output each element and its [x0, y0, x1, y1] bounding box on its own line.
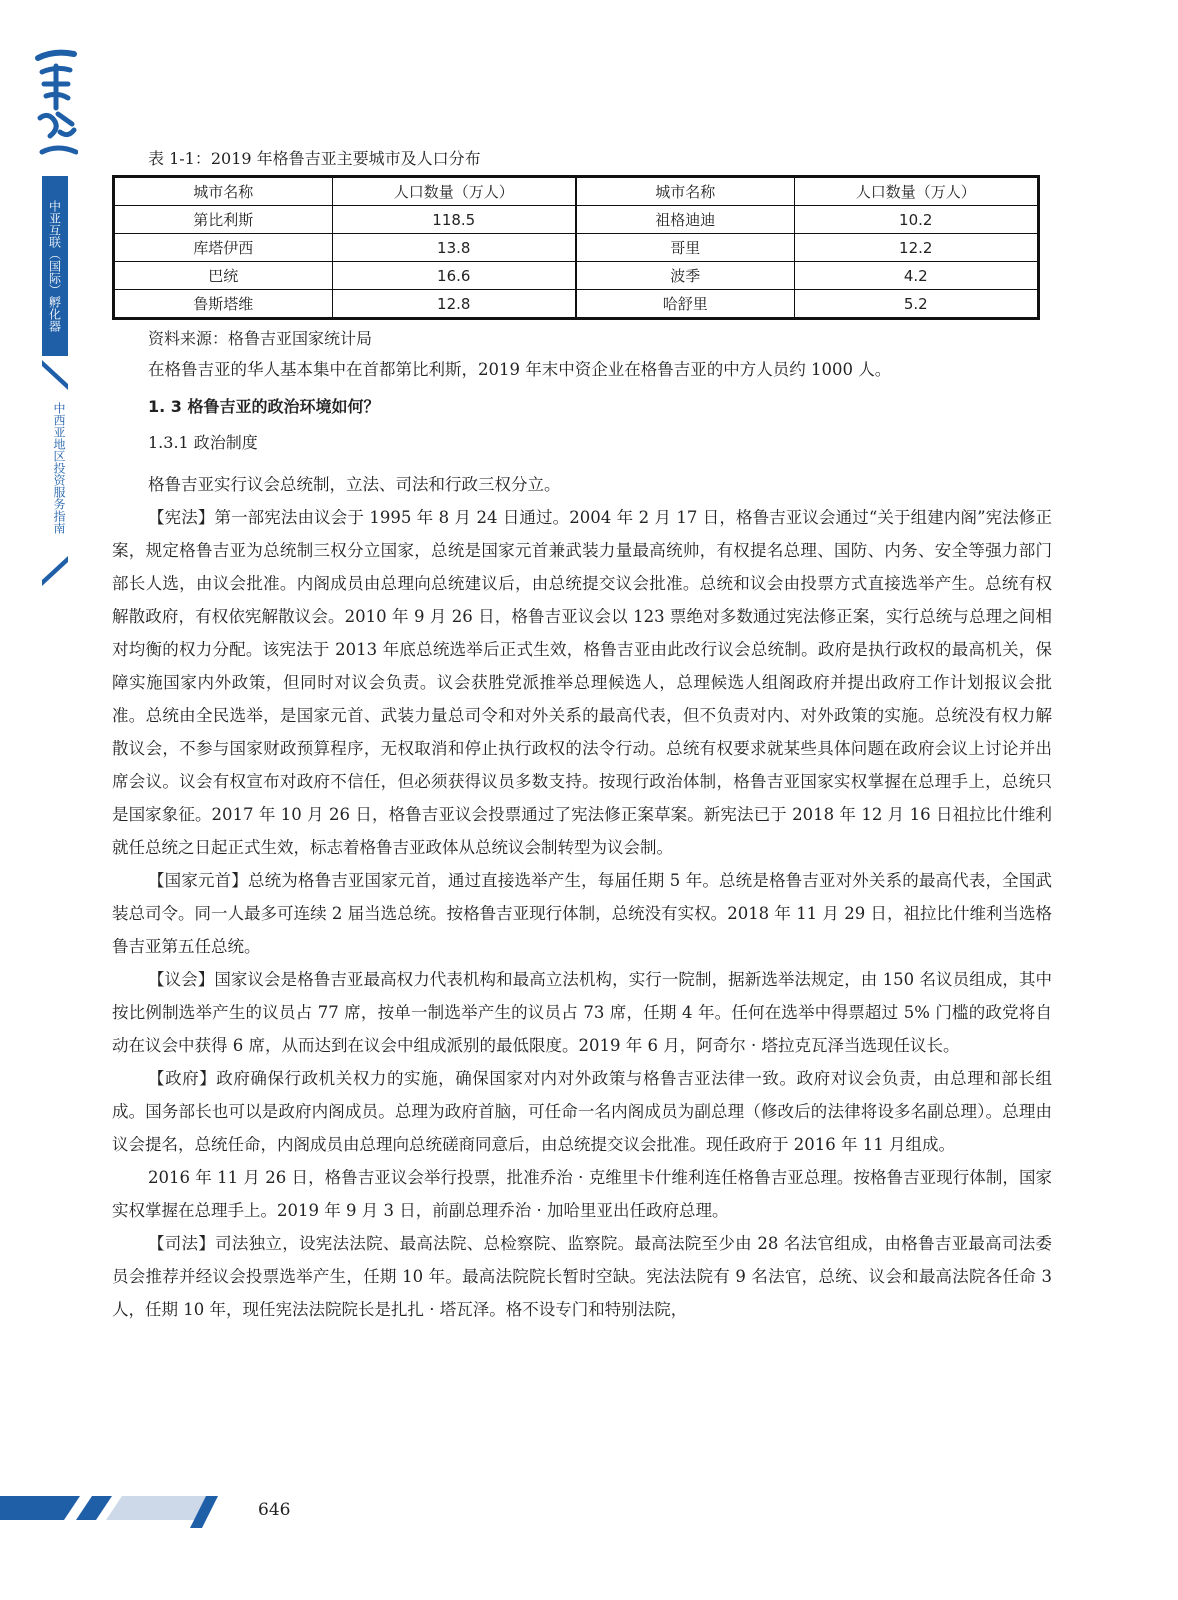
paragraph-judiciary	[112, 1227, 1052, 1326]
table-source: 资料来源：格鲁吉亚国家统计局	[148, 329, 373, 348]
table-cell: 13.8	[332, 234, 576, 262]
paragraph-tag: 【议会】	[148, 970, 215, 989]
section-heading: 1. 3 格鲁吉亚的政治环境如何？	[148, 397, 380, 416]
footer-stripe-decoration	[0, 1488, 230, 1528]
paragraph-text: 司法独立，设宪法法院、最高法院、总检察院、监察院。最高法院至少由 28 名法官组成，由格鲁吉亚最高司法委员会推荐并经议会投票选举产生，任期 10 年。最高法院院长暂时空缺。宪法法院有 9 名法官，总统、议会和最高法院各任命 3 人，任期 10 年，现任宪法法院院长是扎扎 · 塔瓦泽。格不设专门和特别法院，	[112, 1234, 1053, 1319]
table-cell: 5.2	[794, 290, 1038, 319]
table-cell: 118.5	[332, 206, 576, 234]
table-cell: 第比利斯	[114, 206, 333, 234]
lead-paragraph: 格鲁吉亚实行议会总统制，立法、司法和行政三权分立。	[148, 475, 561, 494]
header-population: 人口数量（万人）	[794, 177, 1038, 206]
table-row	[114, 290, 1039, 319]
paragraph-text: 总统为格鲁吉亚国家元首，通过直接选举产生，每届任期 5 年。总统是格鲁吉亚对外关系的最高代表，全国武装总司令。同一人最多可连续 2 届当选总统。按格鲁吉亚现行体制，总统没有实权。2018 年 11 月 29 日，祖拉比什维利当选格鲁吉亚第五任总统。	[112, 871, 1052, 956]
paragraph-tag: 【国家元首】	[148, 871, 248, 890]
table-row	[114, 234, 1039, 262]
city-population-table	[112, 175, 1040, 320]
table-cell: 4.2	[794, 262, 1038, 290]
paragraph-head-of-state	[112, 864, 1052, 963]
table-cell: 祖格迪迪	[576, 206, 794, 234]
paragraph-parliament	[112, 963, 1052, 1062]
table-cell: 鲁斯塔维	[114, 290, 333, 319]
paragraph-constitution	[112, 501, 1052, 864]
table-row	[114, 206, 1039, 234]
paragraph-text: 第一部宪法由议会于 1995 年 8 月 24 日通过。2004 年 2 月 17 日，格鲁吉亚议会通过“关于组建内阁”宪法修正案，规定格鲁吉亚为总统制三权分立国家，总统是国家元首兼武装力量最高统帅，有权提名总理、国防、内务、安全等强力部门部长人选，由议会批准。内阁成员由总理向总统建议后，由总统提交议会批准。总统和议会由投票方式直接选举产生。总统有权解散政府，有权依宪解散议会。2010 年 9 月 26 日，格鲁吉亚议会以 123 票绝对多数通过宪法修正案，实行总统与总理之间相对均衡的权力分配。该宪法于 2013 年底总统选举后正式生效，格鲁吉亚由此改行议会总统制。政府是执行政权的最高机关，保障实施国家内外政策，但同时对议会负责。议会获胜党派推举总理候选人，总理候选人组阁政府并提出政府工作计划报议会批准。总统由全民选举，是国家元首、武装力量总司令和对外关系的最高代表，但不负责对内、对外政策的实施。总统没有权力解散议会，不参与国家财政预算程序，无权取消和停止执行政权的法令行动。总统有权要求就某些具体问题在政府会议上讨论并出席会议。议会有权宣布对政府不信任，但必须获得议员多数支持。按现行政治体制，格鲁吉亚国家实权掌握在总理手上，总统只是国家象征。2017 年 10 月 26 日，格鲁吉亚议会投票通过了宪法修正案草案。新宪法已于 2018 年 12 月 16 日祖拉比什维利就任总统之日起正式生效，标志着格鲁吉亚政体从总统议会制转型为议会制。	[112, 508, 1052, 857]
table-header-row	[114, 177, 1039, 206]
table-cell: 12.2	[794, 234, 1038, 262]
table-cell: 10.2	[794, 206, 1038, 234]
page-number: 646	[258, 1500, 291, 1520]
table-cell: 哈舒里	[576, 290, 794, 319]
side-band-incubator: 中亚互联（国际）孵化器	[42, 176, 68, 356]
paragraph-premier	[112, 1161, 1052, 1227]
paragraph-tag: 【司法】	[148, 1234, 216, 1253]
page-content	[112, 146, 1052, 1326]
table-cell: 波季	[576, 262, 794, 290]
paragraph-tag: 【宪法】	[148, 508, 215, 527]
header-city-name: 城市名称	[114, 177, 333, 206]
belt-road-logo	[34, 48, 78, 158]
table-caption: 表 1-1：2019 年格鲁吉亚主要城市及人口分布	[148, 149, 481, 168]
side-band-guide-title: 中西亚地区投资服务指南	[52, 401, 66, 534]
paragraph-text: 国家议会是格鲁吉亚最高权力代表机构和最高立法机构，实行一院制，据新选举法规定，由 150 名议员组成，其中按比例制选举产生的议员占 77 席，按单一制选举产生的议员占 73 席，任期 4 年。任何在选举中得票超过 5% 门槛的政党将自动在议会中获得 6 席，从而达到在议会中组成派别的最低限度。2019 年 6 月，阿奇尔 · 塔拉克瓦泽当选现任议长。	[112, 970, 1053, 1055]
paragraph-government	[112, 1062, 1052, 1161]
intro-paragraph: 在格鲁吉亚的华人基本集中在首都第比利斯，2019 年末中资企业在格鲁吉亚的中方人员约 1000 人。	[148, 360, 892, 379]
table-cell: 哥里	[576, 234, 794, 262]
paragraph-text: 2016 年 11 月 26 日，格鲁吉亚议会举行投票，批准乔治 · 克维里卡什维利连任格鲁吉亚总理。按格鲁吉亚现行体制，国家实权掌握在总理手上。2019 年 9 月 3 日，前副总理乔治 · 加哈里亚出任政府总理。	[112, 1168, 1052, 1220]
table-cell: 库塔伊西	[114, 234, 333, 262]
header-city-name: 城市名称	[576, 177, 794, 206]
paragraph-text: 政府确保行政机关权力的实施，确保国家对内对外政策与格鲁吉亚法律一致。政府对议会负责，由总理和部长组成。国务部长也可以是政府内阁成员。总理为政府首脑，可任命一名内阁成员为副总理（修改后的法律将设多名副总理）。总理由议会提名，总统任命，内阁成员由总理向总统磋商同意后，由总统提交议会批准。现任政府于 2016 年 11 月组成。	[112, 1069, 1053, 1154]
table-row	[114, 262, 1039, 290]
subsection-heading: 1.3.1 政治制度	[148, 433, 258, 452]
header-population: 人口数量（万人）	[332, 177, 576, 206]
table-cell: 12.8	[332, 290, 576, 319]
table-cell: 16.6	[332, 262, 576, 290]
paragraph-tag: 【政府】	[148, 1069, 217, 1088]
table-cell: 巴统	[114, 262, 333, 290]
